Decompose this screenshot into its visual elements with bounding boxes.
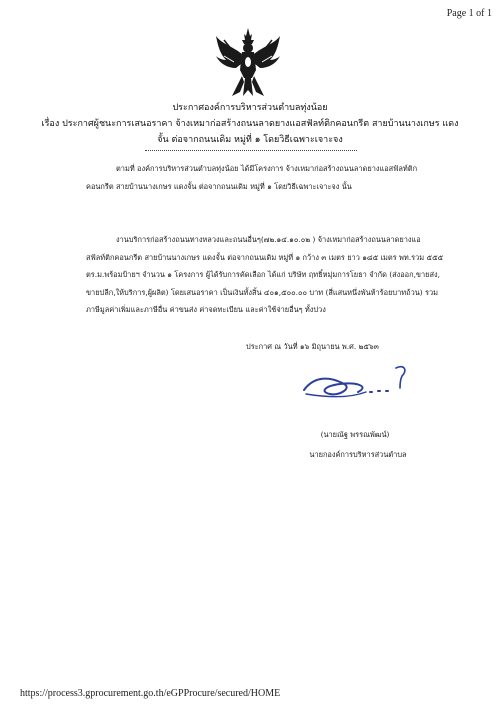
paragraph-2-line: ขายปลีก,ให้บริการ,ผู้ผลิต) โดยเสนอราคา เป็นเงินทั้งสิ้น ๔๐๑,๕๐๐.๐๐ บาท (สี่แสนหนึ่งพันห้าร้อยบาทถ้วน) รวม: [86, 287, 439, 297]
paragraph-1-line: คอนกรีต สายบ้านนางเกษร แดงจั้น ต่อจากถนนเดิม หมู่ที่ ๑ โดยวิธีเฉพาะเจาะจง นั้น: [86, 181, 352, 191]
paragraph-1: [86, 160, 418, 195]
subject-line-2: จั้น ต่อจากถนนเดิม หมู่ที่ ๑ โดยวิธีเฉพาะเจาะจง: [157, 135, 343, 145]
paragraph-2-line: งานบริการก่อสร้างถนนทางหลวงและถนนอื่นๆ(๗๒.๑๔.๑๐.๐๒ ) จ้างเหมาก่อสร้างถนนลาดยางแอ: [116, 235, 421, 244]
dotted-separator: [145, 150, 357, 151]
paragraph-2-line: ภาษีมูลค่าเพิ่มและภาษีอื่น ค่าขนส่ง ค่าจดทะเบียน และค่าใช้จ่ายอื่นๆ ทั้งปวง: [86, 305, 326, 314]
signer-name: (นายณัฐ พรรณพัฒน์): [320, 430, 390, 439]
handwritten-signature: [300, 358, 412, 408]
paragraph-1-line: ตามที่ องค์การบริหารส่วนตำบลทุ่งน้อย ได้มีโครงการ จ้างเหมาก่อสร้างถนนลาดยางแอสฟัลท์ติก: [116, 164, 418, 173]
organization-heading: ประกาศองค์การบริหารส่วนตำบลทุ่งน้อย: [172, 103, 328, 113]
garuda-emblem-icon: [214, 26, 282, 98]
announcement-date: ประกาศ ณ วันที่ ๑๖ มิถุนายน พ.ศ. ๒๕๖๓: [246, 342, 379, 351]
paragraph-2-line: สฟัลท์ติกคอนกรีต สายบ้านนางเกษร แดงจั้น ต่อจากถนนเดิม หมู่ที่ ๑ กว้าง ๓ เมตร ยาว ๑๘๕ เมตร พท.รวม ๕๕๕: [86, 252, 444, 262]
paragraph-2: [86, 231, 444, 319]
page-number: Page 1 of 1: [446, 8, 492, 19]
paragraph-2-line: ตร.ม.พร้อมป้ายฯ จำนวน ๑ โครงการ ผู้ได้รับการคัดเลือก ได้แก่ บริษัท ฤทธิ์หมุ่มการโยธา จำกัด (ส่งออก,ขายส่ง,: [86, 270, 440, 279]
subject-line-1: เรื่อง ประกาศผู้ชนะการเสนอราคา จ้างเหมาก่อสร้างถนนลาดยางแอสฟัลท์ติกคอนกรีต สายบ้านนางเกษร แดง: [41, 119, 459, 129]
footer-url: https://process3.gprocurement.go.th/eGPProcure/secured/HOME: [20, 688, 281, 699]
signer-title: นายกองค์การบริหารส่วนตำบล: [309, 450, 407, 459]
